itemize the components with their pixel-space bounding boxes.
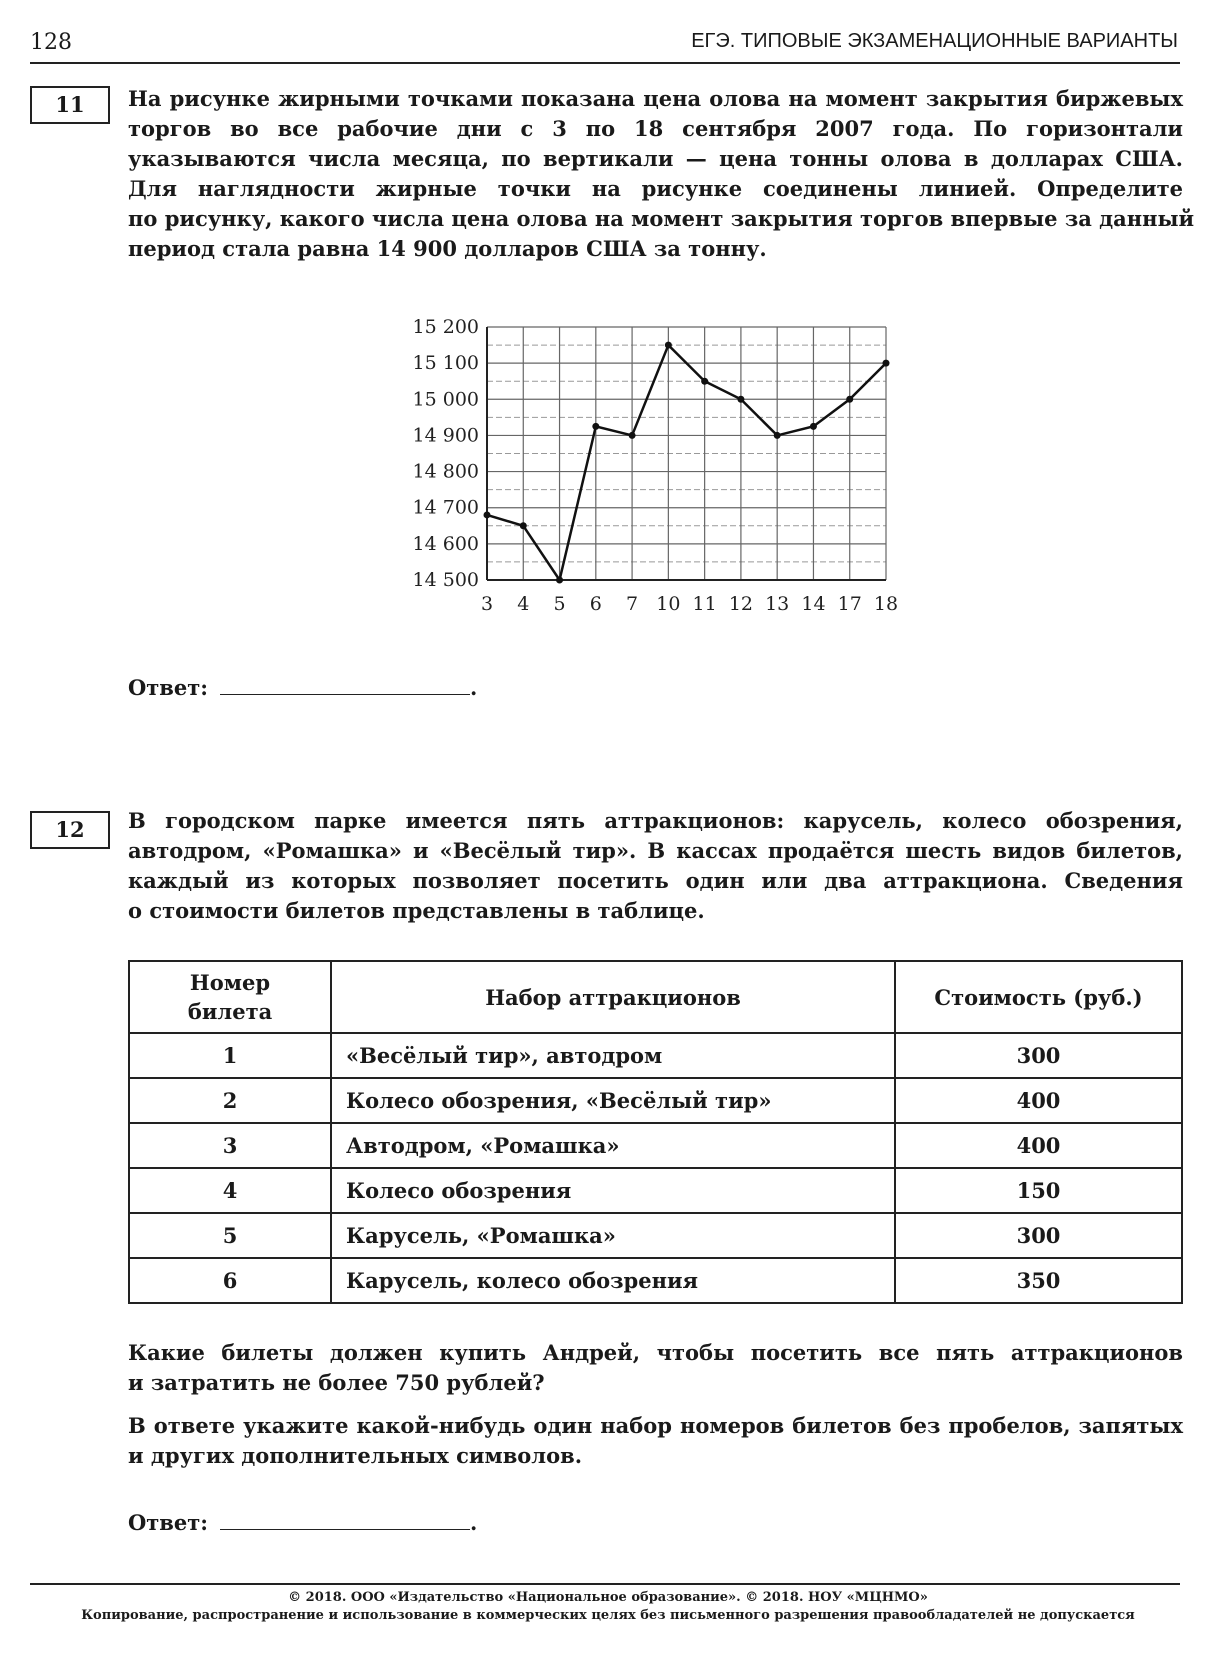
cell-cost: 400 xyxy=(895,1078,1182,1123)
x-tick-label: 12 xyxy=(728,593,754,615)
table-row xyxy=(129,1033,1182,1078)
text-line: каждый из которых позволяет посетить один или два аттракциона. Сведения xyxy=(128,868,1183,893)
cell-ticket-number: 2 xyxy=(129,1078,331,1123)
data-point xyxy=(737,396,744,403)
x-tick-label: 10 xyxy=(656,593,681,615)
text-line: и затратить не более 750 рублей? xyxy=(128,1370,545,1395)
data-point xyxy=(665,342,672,349)
x-tick-label: 4 xyxy=(517,593,530,615)
text-line: по рисунку, какого числа цена олова на момент закрытия торгов впервые за данный xyxy=(128,206,1195,231)
x-tick-label: 3 xyxy=(480,593,494,615)
header-attractions: Набор аттракционов xyxy=(331,961,895,1033)
task-number-box: 12 xyxy=(30,811,110,849)
task12-intro xyxy=(128,806,1183,926)
data-point xyxy=(520,522,527,529)
text-line: автодром, «Ромашка» и «Весёлый тир». В кассах продаётся шесть видов билетов, xyxy=(128,838,1183,863)
running-title: ЕГЭ. ТИПОВЫЕ ЭКЗАМЕНАЦИОННЫЕ ВАРИАНТЫ xyxy=(691,30,1178,52)
y-tick-label: 15 000 xyxy=(412,388,479,411)
answer-blank[interactable] xyxy=(220,1511,470,1530)
x-tick-label: 11 xyxy=(692,593,717,615)
y-tick-label: 15 200 xyxy=(412,316,479,338)
text-line: о стоимости билетов представлены в таблице. xyxy=(128,898,705,923)
text-line: На рисунке жирными точками показана цена олова на момент закрытия биржевых xyxy=(128,86,1183,111)
footer-copyright: © 2018. ООО «Издательство «Национальное образование». © 2018. НОУ «МЦНМО» xyxy=(288,1590,928,1605)
data-point xyxy=(883,360,890,367)
table-row xyxy=(129,1168,1182,1213)
cell-cost: 150 xyxy=(895,1168,1182,1213)
data-point xyxy=(484,511,491,518)
cell-ticket-number: 5 xyxy=(129,1213,331,1258)
table-header-row xyxy=(129,961,1182,1033)
cell-attractions: Колесо обозрения, «Весёлый тир» xyxy=(331,1078,895,1123)
cell-ticket-number: 6 xyxy=(129,1258,331,1303)
cell-ticket-number: 4 xyxy=(129,1168,331,1213)
answer-field-12[interactable] xyxy=(128,1510,477,1535)
x-tick-label: 5 xyxy=(553,593,566,615)
text-line: Для наглядности жирные точки на рисунке соединены линией. Определите xyxy=(128,176,1183,201)
x-tick-label: 14 xyxy=(801,593,826,615)
y-tick-label: 14 800 xyxy=(412,460,479,483)
task12-question xyxy=(128,1338,1183,1398)
data-point xyxy=(774,432,781,439)
table-row xyxy=(129,1078,1182,1123)
text-line: В ответе укажите какой-нибудь один набор номеров билетов без пробелов, запятых xyxy=(128,1413,1183,1438)
x-tick-label: 6 xyxy=(589,593,602,615)
tin-price-chart xyxy=(380,300,920,630)
y-tick-label: 14 700 xyxy=(412,496,479,519)
y-tick-label: 14 500 xyxy=(412,569,479,591)
data-point xyxy=(701,378,708,385)
x-tick-label: 17 xyxy=(837,593,862,615)
cell-cost: 400 xyxy=(895,1123,1182,1168)
table-row xyxy=(129,1123,1182,1168)
table-row xyxy=(129,1213,1182,1258)
answer-blank[interactable] xyxy=(220,676,470,695)
cell-cost: 300 xyxy=(895,1213,1182,1258)
data-point xyxy=(810,423,817,430)
data-point xyxy=(592,423,599,430)
cell-ticket-number: 3 xyxy=(129,1123,331,1168)
data-point xyxy=(556,577,563,584)
y-tick-label: 14 600 xyxy=(412,532,479,555)
x-tick-label: 18 xyxy=(873,593,899,615)
answer-label: Ответ: xyxy=(128,1510,209,1535)
header-cost: Стоимость (руб.) xyxy=(895,961,1182,1033)
text-line: торгов во все рабочие дни с 3 по 18 сентября 2007 года. По горизонтали xyxy=(128,116,1183,141)
y-tick-label: 15 100 xyxy=(412,352,479,375)
cell-attractions: Карусель, «Ромашка» xyxy=(331,1213,895,1258)
text-line: В городском парке имеется пять аттракционов: карусель, колесо обозрения, xyxy=(128,808,1183,833)
price-line xyxy=(487,345,886,580)
text-line: и других дополнительных символов. xyxy=(128,1443,583,1468)
cell-cost: 300 xyxy=(895,1033,1182,1078)
header-ticket-number: Номер билета xyxy=(129,961,331,1033)
cell-attractions: «Весёлый тир», автодром xyxy=(331,1033,895,1078)
task-number-box: 11 xyxy=(30,86,110,124)
y-tick-label: 14 900 xyxy=(412,424,479,447)
x-tick-label: 13 xyxy=(765,593,790,615)
cell-cost: 350 xyxy=(895,1258,1182,1303)
cell-ticket-number: 1 xyxy=(129,1033,331,1078)
table-row xyxy=(129,1258,1182,1303)
cell-attractions: Колесо обозрения xyxy=(331,1168,895,1213)
task11-text xyxy=(128,84,1195,264)
text-line: указываются числа месяца, по вертикали — цена тонны олова в долларах США. xyxy=(128,146,1183,171)
page-number: 128 xyxy=(30,30,72,55)
header-rule xyxy=(30,62,1180,64)
data-point xyxy=(629,432,636,439)
cell-attractions: Автодром, «Ромашка» xyxy=(331,1123,895,1168)
cell-attractions: Карусель, колесо обозрения xyxy=(331,1258,895,1303)
footer-notice: Копирование, распространение и использование в коммерческих целях без письменного разрешения правообладателей не допускается xyxy=(81,1608,1135,1623)
footer-rule xyxy=(30,1583,1180,1585)
answer-label: Ответ: xyxy=(128,675,209,700)
answer-period: . xyxy=(470,675,478,700)
answer-period: . xyxy=(470,1510,478,1535)
text-line: Какие билеты должен купить Андрей, чтобы посетить все пять аттракционов xyxy=(128,1340,1183,1365)
answer-field-11[interactable] xyxy=(128,675,477,700)
task12-instruction xyxy=(128,1411,1183,1471)
text-line: период стала равна 14 900 долларов США за тонну. xyxy=(128,236,767,261)
tickets-table xyxy=(128,960,1183,1304)
data-point xyxy=(846,396,853,403)
x-tick-label: 7 xyxy=(626,593,639,615)
